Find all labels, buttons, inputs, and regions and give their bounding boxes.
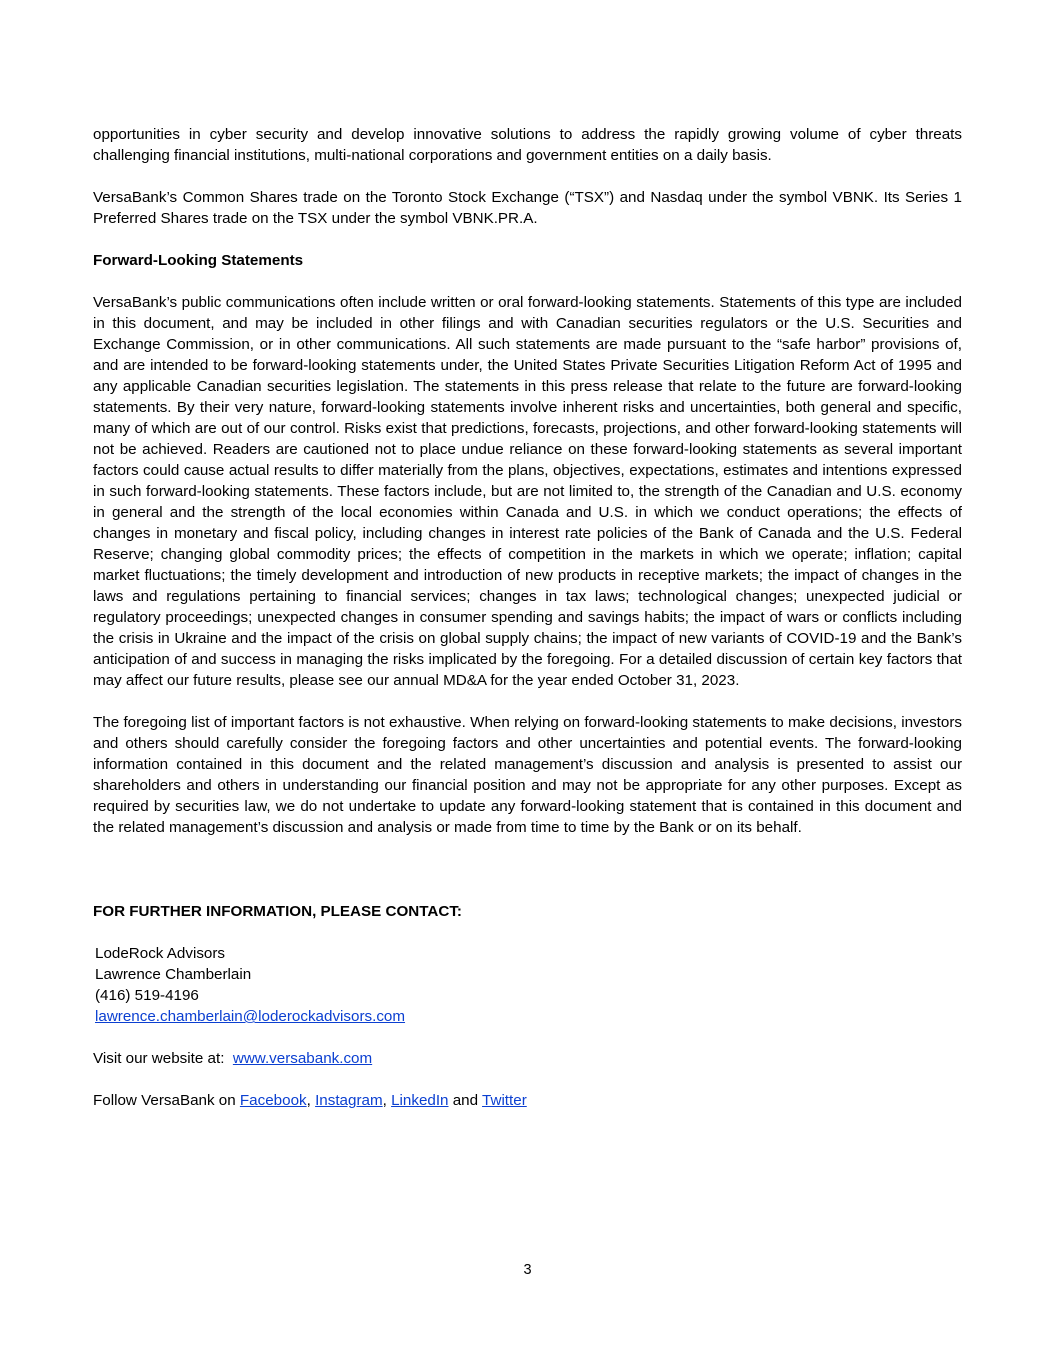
spacer <box>93 1027 962 1048</box>
contact-email-link[interactable]: lawrence.chamberlain@loderockadvisors.com <box>95 1008 406 1025</box>
intro-paragraph-2: VersaBank’s Common Shares trade on the Toronto Stock Exchange (“TSX”) and Nasdaq under the symbol VBNK. Its Series 1 Preferred Shares trade on the TSX under the symbol VBNK.PR.A. <box>93 189 962 227</box>
facebook-link[interactable]: Facebook <box>239 1092 307 1109</box>
instagram-link[interactable]: Instagram <box>315 1092 383 1109</box>
social-line <box>93 1090 962 1111</box>
contact-phone: (416) 519-4196 <box>95 987 199 1004</box>
twitter-link[interactable]: Twitter <box>482 1092 527 1109</box>
page-number: 3 <box>523 1262 532 1278</box>
contact-name: Lawrence Chamberlain <box>95 966 252 983</box>
forward-looking-heading: Forward-Looking Statements <box>93 252 304 269</box>
spacer <box>93 271 962 292</box>
document-page <box>93 124 962 1111</box>
intro-paragraph-1: opportunities in cyber security and develop innovative solutions to address the rapidly growing volume of cyber threats challenging financial institutions, multi-national corporations and government entities on a daily basis. <box>93 126 962 164</box>
social-prefix: Follow VersaBank on <box>93 1092 236 1109</box>
spacer <box>93 1069 962 1090</box>
social-separator: , <box>382 1092 387 1109</box>
spacer <box>93 229 962 250</box>
social-and: and <box>452 1092 479 1109</box>
contact-company: LodeRock Advisors <box>95 945 226 962</box>
spacer <box>93 691 962 712</box>
contact-heading: FOR FURTHER INFORMATION, PLEASE CONTACT: <box>93 903 462 920</box>
contact-email-line <box>95 1006 962 1027</box>
forward-looking-paragraph-1: VersaBank’s public communications often include written or oral forward-looking statements. Statements of this type are included in this document, and may be included in other filings and with Canadian securities regulators or the U.S. Securities and Exchange Commission, or in other communications. All such statements are made pursuant to the “safe harbor” provisions of, and are intended to be forward-looking statements under, the United States Private Securities Litigation Reform Act of 1995 and any applicable Canadian securities legislation. The statements in this press release that relate to the future are forward-looking statements. By their very nature, forward-looking statements involve inherent risks and uncertainties, both general and specific, many of which are out of our control. Risks exist that predictions, forecasts, projections, and other forward-looking statements will not be achieved. Readers are cautioned not to place undue reliance on these forward-looking statements as several important factors could cause actual results to differ materially from the plans, objectives, expectations, estimates and intentions expressed in such forward-looking statements. These factors include, but are not limited to, the strength of the Canadian and U.S. economy in general and the strength of the local economies within Canada and U.S. in which we conduct operations; the effects of changes in monetary and fiscal policy, including changes in interest rate policies of the Bank of Canada and the U.S. Federal Reserve; changing global commodity prices; the effects of competition in the markets in which we operate; inflation; capital market fluctuations; the timely development and introduction of new products in receptive markets; the impact of changes in the laws and regulations pertaining to financial services; changes in tax laws; technological changes; unexpected judicial or regulatory proceedings; unexpected changes in consumer spending and savings habits; the impact of wars or conflicts including the crisis in Ukraine and the impact of the crisis on global supply chains; the impact of new variants of COVID-19 and the Bank’s anticipation of and success in managing the risks implicated by the foregoing. For a detailed discussion of certain key factors that may affect our future results, please see our annual MD&A for the year ended October 31, 2023. <box>93 294 962 689</box>
linkedin-link[interactable]: LinkedIn <box>391 1092 449 1109</box>
contact-block <box>95 943 962 1027</box>
spacer <box>93 838 962 901</box>
spacer <box>93 166 962 187</box>
forward-looking-paragraph-2: The foregoing list of important factors is not exhaustive. When relying on forward-looking statements to make decisions, investors and others should carefully consider the foregoing factors and other uncertainties and potential events. The forward-looking information contained in this document and the related management’s discussion and analysis is presented to assist our shareholders and others in understanding our financial position and may not be appropriate for any other purposes. Except as required by securities law, we do not undertake to update any forward-looking statement that is contained in this document and the related management’s discussion and analysis or made from time to time by the Bank or on its behalf. <box>93 714 962 836</box>
social-separator: , <box>306 1092 311 1109</box>
spacer <box>93 922 962 943</box>
website-line <box>93 1048 962 1069</box>
website-label: Visit our website at: <box>93 1050 225 1067</box>
website-link[interactable]: www.versabank.com <box>232 1050 373 1067</box>
